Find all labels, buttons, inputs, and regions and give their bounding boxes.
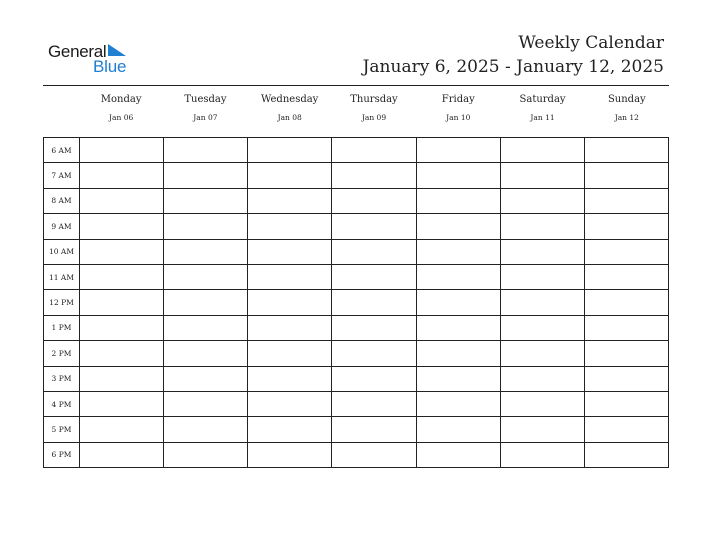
- time-slot-cell[interactable]: [584, 442, 668, 467]
- time-slot-cell[interactable]: [248, 417, 332, 442]
- time-slot-cell[interactable]: [80, 366, 164, 391]
- time-slot-cell[interactable]: [164, 264, 248, 289]
- time-slot-cell[interactable]: [500, 214, 584, 239]
- time-slot-cell[interactable]: [332, 163, 416, 188]
- time-slot-cell[interactable]: [248, 391, 332, 416]
- day-date: Jan 10: [446, 113, 471, 122]
- time-label: 2 PM: [44, 341, 80, 366]
- time-slot-cell[interactable]: [332, 442, 416, 467]
- time-row: [44, 239, 669, 264]
- time-slot-cell[interactable]: [584, 138, 668, 163]
- time-slot-cell[interactable]: [248, 163, 332, 188]
- day-header: [163, 92, 247, 132]
- header-divider: [43, 85, 669, 86]
- time-row: [44, 366, 669, 391]
- schedule-grid: [43, 137, 669, 468]
- time-slot-cell[interactable]: [416, 138, 500, 163]
- time-label: 11 AM: [44, 264, 80, 289]
- time-slot-cell[interactable]: [416, 391, 500, 416]
- time-slot-cell[interactable]: [248, 290, 332, 315]
- time-label: 8 AM: [44, 188, 80, 213]
- time-slot-cell[interactable]: [584, 163, 668, 188]
- time-slot-cell[interactable]: [164, 239, 248, 264]
- time-slot-cell[interactable]: [500, 138, 584, 163]
- date-range: January 6, 2025 - January 12, 2025: [362, 57, 664, 77]
- time-row: [44, 138, 669, 163]
- time-slot-cell[interactable]: [80, 315, 164, 340]
- time-label: 12 PM: [44, 290, 80, 315]
- time-slot-cell[interactable]: [248, 239, 332, 264]
- time-slot-cell[interactable]: [164, 188, 248, 213]
- time-slot-cell[interactable]: [332, 264, 416, 289]
- time-slot-cell[interactable]: [80, 138, 164, 163]
- day-name: Saturday: [519, 94, 566, 105]
- time-slot-cell[interactable]: [332, 214, 416, 239]
- time-slot-cell[interactable]: [164, 214, 248, 239]
- time-slot-cell[interactable]: [80, 214, 164, 239]
- time-slot-cell[interactable]: [584, 315, 668, 340]
- time-slot-cell[interactable]: [416, 417, 500, 442]
- time-slot-cell[interactable]: [500, 366, 584, 391]
- time-slot-cell[interactable]: [500, 417, 584, 442]
- time-slot-cell[interactable]: [164, 442, 248, 467]
- time-slot-cell[interactable]: [332, 341, 416, 366]
- time-slot-cell[interactable]: [500, 188, 584, 213]
- time-slot-cell[interactable]: [80, 188, 164, 213]
- time-label: 6 PM: [44, 442, 80, 467]
- time-slot-cell[interactable]: [584, 290, 668, 315]
- time-slot-cell[interactable]: [248, 341, 332, 366]
- time-slot-cell[interactable]: [500, 341, 584, 366]
- time-label: 3 PM: [44, 366, 80, 391]
- time-slot-cell[interactable]: [416, 341, 500, 366]
- time-row: [44, 442, 669, 467]
- time-label: 1 PM: [44, 315, 80, 340]
- time-slot-cell[interactable]: [500, 290, 584, 315]
- time-row: [44, 214, 669, 239]
- time-slot-cell[interactable]: [80, 442, 164, 467]
- time-slot-cell[interactable]: [248, 188, 332, 213]
- time-slot-cell[interactable]: [416, 290, 500, 315]
- page-title: Weekly Calendar: [518, 33, 664, 53]
- time-slot-cell[interactable]: [500, 442, 584, 467]
- time-slot-cell[interactable]: [164, 290, 248, 315]
- time-slot-cell[interactable]: [248, 442, 332, 467]
- time-slot-cell[interactable]: [164, 163, 248, 188]
- logo-text-general: General: [48, 42, 107, 61]
- time-slot-cell[interactable]: [80, 417, 164, 442]
- time-slot-cell[interactable]: [332, 188, 416, 213]
- day-name: Tuesday: [184, 94, 227, 105]
- time-label: 4 PM: [44, 391, 80, 416]
- time-label: 7 AM: [44, 163, 80, 188]
- day-date: Jan 06: [109, 113, 134, 122]
- time-slot-cell[interactable]: [164, 391, 248, 416]
- day-name: Sunday: [607, 94, 646, 105]
- logo-text-blue: Blue: [93, 57, 127, 76]
- time-slot-cell[interactable]: [80, 391, 164, 416]
- time-slot-cell[interactable]: [500, 163, 584, 188]
- day-date: Jan 12: [614, 113, 639, 122]
- time-row: [44, 315, 669, 340]
- time-slot-cell[interactable]: [500, 239, 584, 264]
- time-slot-cell[interactable]: [416, 214, 500, 239]
- time-slot-cell[interactable]: [80, 163, 164, 188]
- time-slot-cell[interactable]: [248, 138, 332, 163]
- day-header: [585, 92, 669, 132]
- time-label: 10 AM: [44, 239, 80, 264]
- time-slot-cell[interactable]: [164, 417, 248, 442]
- time-row: [44, 188, 669, 213]
- day-date: Jan 08: [277, 113, 302, 122]
- time-slot-cell[interactable]: [584, 188, 668, 213]
- day-date: Jan 09: [361, 113, 387, 122]
- day-date: Jan 07: [193, 113, 218, 122]
- time-slot-cell[interactable]: [584, 239, 668, 264]
- day-header: [248, 92, 332, 132]
- time-slot-cell[interactable]: [248, 315, 332, 340]
- day-header: [416, 92, 500, 132]
- time-slot-cell[interactable]: [80, 341, 164, 366]
- day-name: Monday: [100, 94, 142, 105]
- time-slot-cell[interactable]: [416, 264, 500, 289]
- time-row: [44, 264, 669, 289]
- time-slot-cell[interactable]: [80, 239, 164, 264]
- time-slot-cell[interactable]: [332, 417, 416, 442]
- day-header: [79, 92, 163, 132]
- time-slot-cell[interactable]: [164, 366, 248, 391]
- calendar-title: [363, 32, 664, 80]
- time-slot-cell[interactable]: [164, 138, 248, 163]
- day-date: Jan 11: [530, 113, 555, 122]
- time-slot-cell[interactable]: [332, 239, 416, 264]
- time-slot-cell[interactable]: [416, 163, 500, 188]
- time-row: [44, 341, 669, 366]
- time-row: [44, 417, 669, 442]
- time-slot-cell[interactable]: [332, 138, 416, 163]
- time-slot-cell[interactable]: [332, 366, 416, 391]
- time-slot-cell[interactable]: [80, 290, 164, 315]
- time-label: 5 PM: [44, 417, 80, 442]
- time-row: [44, 290, 669, 315]
- day-headers: [79, 92, 669, 132]
- time-slot-cell[interactable]: [248, 214, 332, 239]
- day-header: [500, 92, 584, 132]
- time-slot-cell[interactable]: [500, 391, 584, 416]
- logo: [48, 42, 138, 76]
- time-slot-cell[interactable]: [584, 341, 668, 366]
- day-name: Wednesday: [261, 94, 319, 105]
- time-slot-cell[interactable]: [500, 315, 584, 340]
- time-label: 6 AM: [44, 138, 80, 163]
- time-slot-cell[interactable]: [416, 442, 500, 467]
- time-slot-cell[interactable]: [80, 264, 164, 289]
- time-row: [44, 391, 669, 416]
- time-slot-cell[interactable]: [332, 315, 416, 340]
- time-row: [44, 163, 669, 188]
- time-label: 9 AM: [44, 214, 80, 239]
- time-slot-cell[interactable]: [416, 315, 500, 340]
- time-slot-cell[interactable]: [164, 341, 248, 366]
- time-slot-cell[interactable]: [584, 264, 668, 289]
- time-slot-cell[interactable]: [416, 366, 500, 391]
- time-slot-cell[interactable]: [584, 214, 668, 239]
- time-slot-cell[interactable]: [248, 264, 332, 289]
- time-slot-cell[interactable]: [332, 391, 416, 416]
- time-slot-cell[interactable]: [164, 315, 248, 340]
- time-slot-cell[interactable]: [584, 366, 668, 391]
- time-slot-cell[interactable]: [416, 239, 500, 264]
- time-slot-cell[interactable]: [584, 391, 668, 416]
- day-name: Thursday: [350, 94, 398, 105]
- time-slot-cell[interactable]: [416, 188, 500, 213]
- time-slot-cell[interactable]: [500, 264, 584, 289]
- time-slot-cell[interactable]: [332, 290, 416, 315]
- day-header: [332, 92, 416, 132]
- day-name: Friday: [441, 94, 475, 105]
- time-slot-cell[interactable]: [584, 417, 668, 442]
- time-slot-cell[interactable]: [248, 366, 332, 391]
